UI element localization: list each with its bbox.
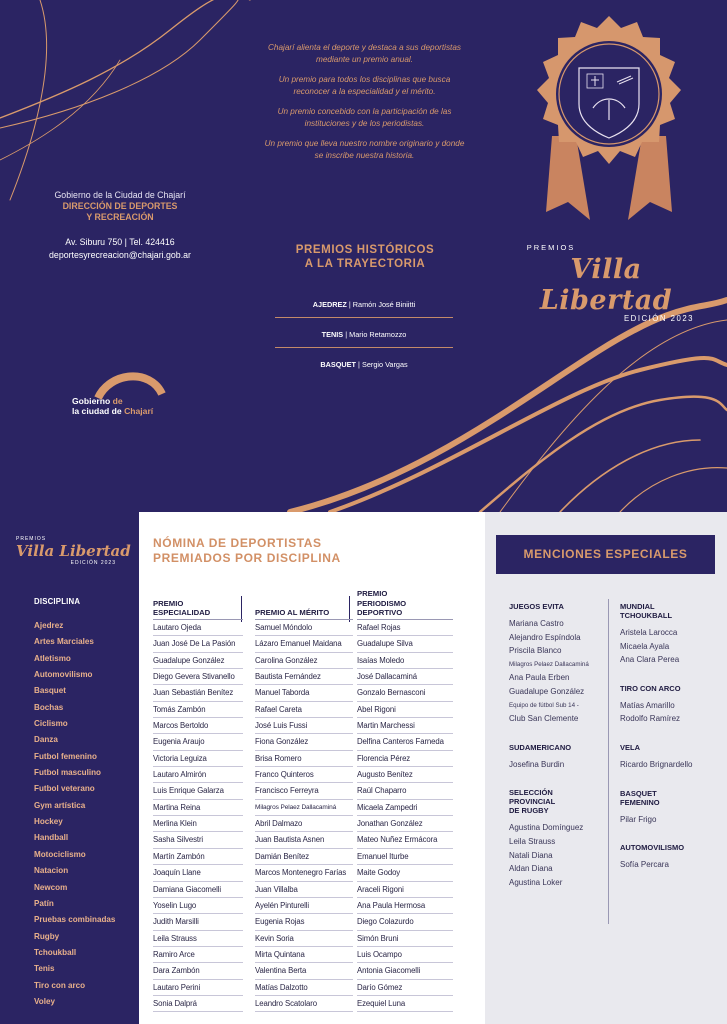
table-cell: Araceli Rigoni	[357, 882, 453, 898]
spacer	[509, 726, 605, 743]
intro-text	[262, 42, 467, 170]
historic-row: BASQUET | Sergio Vargas	[320, 360, 408, 369]
historic-row: TENIS | Mario Retamozzo	[275, 324, 453, 348]
table-cell: Victoria Leguiza	[153, 751, 243, 767]
intro-paragraph: Un premio que lleva nuestro nombre originario y donde se inscribe nuestra historia.	[264, 139, 465, 160]
table-cell: Gonzalo Bernasconi	[357, 685, 453, 701]
discipline-item: Motociclismo	[34, 849, 86, 859]
mention-item: Agustina Domínguez	[509, 823, 584, 833]
table-cell: Mirta Quintana	[255, 947, 353, 963]
discipline-item: Patín	[34, 898, 54, 908]
table-cell: Jonathan González	[357, 816, 453, 832]
chajari-logo-text	[72, 397, 153, 416]
mention-item: Mariana Castro	[509, 619, 564, 628]
column-header-periodismo	[357, 590, 453, 620]
table-cell: Florencia Pérez	[357, 751, 453, 767]
header-line: PREMIO AL MÉRITO	[255, 607, 330, 617]
table-cell: Marcos Bertoldo	[153, 718, 243, 734]
discipline-item: Automovilismo	[34, 670, 93, 680]
mention-item: Aristela Larocca	[620, 628, 678, 637]
logo-word: Gobierno	[72, 396, 111, 406]
mention-item: Priscila Blanco	[509, 646, 562, 656]
spacer	[620, 872, 720, 889]
header-line: ESPECIALIDAD	[153, 607, 211, 617]
table-cell: Juan Villalba	[255, 882, 353, 898]
table-cell: Raúl Chaparro	[357, 783, 453, 799]
mention-group-title	[509, 602, 605, 611]
discipline-item: Tiro con arco	[34, 980, 86, 990]
table-cell: Yoselin Lugo	[153, 898, 243, 914]
table-cell: Milagros Pelaez Dallacaminá	[255, 800, 353, 816]
spacer	[509, 889, 605, 906]
discipline-item: Futbol femenino	[34, 751, 97, 761]
dept-name-line1: DIRECCIÓN DE DEPORTES	[62, 201, 178, 211]
historic-name: Ramón José Biniitti	[352, 300, 416, 309]
spacer	[620, 726, 720, 743]
mention-item: Rodolfo Ramírez	[620, 714, 681, 724]
mention-group-title	[620, 743, 720, 752]
logo-word: la ciudad de	[72, 405, 122, 416]
discipline-item: Rugby	[34, 931, 60, 941]
spacer	[509, 771, 605, 788]
table-cell: Diego Colazurdo	[357, 914, 453, 930]
mention-title-line: FEMENINO	[620, 797, 660, 807]
table-cell: Mateo Nuñez Ermácora	[357, 832, 453, 848]
table-cell: Damiana Giacomelli	[153, 882, 243, 898]
table-cell: Samuel Móndolo	[255, 620, 353, 636]
mentions-right-column	[620, 602, 720, 889]
mention-item: Club San Clemente	[509, 714, 579, 724]
nomina-title-line1: NÓMINA DE DEPORTISTAS	[153, 536, 322, 550]
table-cell: Guadalupe González	[153, 653, 243, 669]
awards-table	[139, 512, 485, 1024]
gov-name: Gobierno de la Ciudad de Chajarí	[54, 190, 186, 200]
mention-group-title	[509, 743, 605, 752]
table-cell: Brisa Romero	[255, 751, 353, 767]
contact-block	[20, 236, 220, 262]
mention-item: Alejandro Espíndola	[509, 632, 581, 642]
discipline-item: Gym artística	[34, 800, 86, 810]
header-line: PREMIO	[357, 589, 388, 599]
table-cell: Judith Marsilli	[153, 914, 243, 930]
mention-item: Ana Paula Erben	[509, 673, 570, 683]
table-cell: Juan Bautista Asnen	[255, 832, 353, 848]
table-cell: Eugenia Rojas	[255, 914, 353, 930]
table-cell: Bautista Fernández	[255, 669, 353, 685]
merito-column	[255, 590, 353, 1012]
special-mentions-panel	[485, 512, 727, 1024]
brand-pre: PREMIOS	[16, 536, 47, 542]
table-cell: Ana Paula Hermosa	[357, 898, 453, 914]
mention-title-line: BASQUET	[620, 788, 657, 798]
discipline-item: Futbol masculino	[34, 768, 101, 778]
discipline-item: Danza	[34, 735, 58, 745]
table-cell: Leila Strauss	[153, 931, 243, 947]
spacer	[620, 667, 720, 684]
brand-edition: EDICIÓN 2023	[70, 560, 116, 566]
table-cell: Guadalupe Silva	[357, 636, 453, 652]
table-cell: Manuel Taborda	[255, 685, 353, 701]
mention-group	[509, 788, 605, 906]
mention-item: Ricardo Brignardello	[620, 759, 693, 769]
table-cell: Francisco Ferreyra	[255, 783, 353, 799]
historic-title-line2: A LA TRAYECTORIA	[304, 258, 426, 270]
mention-group	[620, 743, 720, 789]
mention-title-line: JUEGOS EVITA	[509, 602, 564, 611]
discipline-item: Handball	[34, 833, 69, 843]
table-cell: Augusto Benítez	[357, 767, 453, 783]
logo-word: Chajarí	[124, 405, 154, 416]
mention-title-line: VELA	[620, 742, 641, 752]
discipline-item: Ajedrez	[34, 621, 64, 630]
discipline-item: Ciclismo	[34, 719, 68, 729]
historic-sport: TENIS	[321, 330, 344, 339]
discipline-sidebar	[0, 512, 139, 1024]
table-cell: Lázaro Emanuel Maidana	[255, 636, 353, 652]
spacer	[620, 772, 720, 789]
mention-title-line: MUNDIAL	[620, 602, 655, 611]
table-cell: Rafael Rojas	[357, 620, 453, 636]
mention-group	[509, 602, 605, 743]
table-cell: Martina Reina	[153, 800, 243, 816]
mentions-left-column	[509, 602, 605, 906]
table-cell: Matías Dalzotto	[255, 980, 353, 996]
mention-title-line: SELECCIÓN	[509, 788, 553, 798]
discipline-list	[34, 618, 115, 1010]
discipline-item: Futbol veterano	[34, 784, 95, 794]
column-divider	[608, 599, 609, 924]
table-cell: Sonia Dalprá	[153, 996, 243, 1012]
spacer	[620, 826, 720, 843]
intro-paragraph: Chajarí alienta el deporte y destaca a sus deportistas mediante un premio anual.	[268, 43, 461, 64]
brochure-inside-panel	[0, 512, 727, 1024]
mention-item: Equipo de fútbol Sub 14 -	[509, 701, 579, 709]
mention-title-line: SUDAMERICANO	[509, 742, 572, 752]
table-cell: Sasha Silvestri	[153, 832, 243, 848]
discipline-item: Voley	[34, 996, 55, 1006]
discipline-item: Atletismo	[34, 653, 71, 663]
table-cell: Eugenia Araujo	[153, 734, 243, 750]
brand-title: Villa Libertad	[539, 254, 673, 316]
mention-item: Matías Amarillo	[620, 700, 675, 710]
historic-sport: AJEDREZ	[312, 300, 347, 309]
villa-libertad-brand	[506, 243, 706, 323]
table-cell: José Luis Fussi	[255, 718, 353, 734]
table-cell: Carolina González	[255, 653, 353, 669]
column-header-especialidad	[153, 590, 243, 620]
table-cell: Kevin Soria	[255, 931, 353, 947]
discipline-item: Natacion	[34, 866, 69, 876]
mention-item: Leila Strauss	[509, 836, 556, 846]
discipline-item: Hockey	[34, 817, 63, 827]
table-cell: Lautaro Ojeda	[153, 620, 243, 636]
header-line: PREMIO	[153, 598, 184, 608]
table-cell: Darío Gómez	[357, 980, 453, 996]
villa-libertad-brand-small	[16, 536, 131, 566]
historic-name: Mario Retamozzo	[349, 330, 407, 339]
mention-item: Micaela Ayala	[620, 641, 670, 651]
brand-title: Villa Libertad	[16, 542, 131, 560]
table-cell: Martin Marchessi	[357, 718, 453, 734]
address: Av. Siburu 750 | Tel. 424416	[65, 237, 175, 247]
table-cell: Valentina Berta	[255, 963, 353, 979]
mention-title-line: TCHOUKBALL	[620, 611, 673, 620]
discipline-item: Tenis	[34, 964, 55, 974]
mention-title-line: DE RUGBY	[509, 806, 549, 816]
table-cell: Marcos Montenegro Farías	[255, 865, 353, 881]
discipline-item: Basquet	[34, 686, 66, 696]
award-medal-icon	[520, 16, 698, 220]
table-cell: Damián Benítez	[255, 849, 353, 865]
historic-sport: BASQUET	[320, 360, 357, 369]
nomina-title-line2: PREMIADOS POR DISCIPLINA	[153, 551, 341, 565]
periodismo-column	[357, 590, 453, 1012]
intro-paragraph: Un premio para todos los disciplinas que busca reconocer a la especialidad y el mérito.	[278, 75, 451, 96]
table-cell: Delfina Canteros Farneda	[357, 734, 453, 750]
table-cell: Luis Ocampo	[357, 947, 453, 963]
table-cell: Fiona González	[255, 734, 353, 750]
table-cell: Dara Zambón	[153, 963, 243, 979]
dept-name-line2: Y RECREACIÓN	[86, 212, 154, 222]
table-cell: Lautaro Almirón	[153, 767, 243, 783]
table-cell: Joaquín Llane	[153, 865, 243, 881]
table-cell: José Dallacaminá	[357, 669, 453, 685]
table-cell: Franco Quinteros	[255, 767, 353, 783]
email-link[interactable]: deportesyrecreacion@chajari.gob.ar	[49, 250, 191, 260]
table-cell: Tomás Zambón	[153, 702, 243, 718]
table-cell: Simón Bruni	[357, 931, 453, 947]
table-cell: Ezequiel Luna	[357, 996, 453, 1012]
column-header-merito	[255, 590, 353, 620]
table-cell: Abel Rigoni	[357, 702, 453, 718]
mention-item: Josefina Burdin	[509, 759, 565, 769]
discipline-header: DISCIPLINA	[34, 597, 81, 606]
discipline-item: Newcom	[34, 882, 68, 892]
mention-group-title	[620, 789, 720, 807]
brand-edition: EDICIÓN 2023	[623, 314, 694, 323]
table-cell: Ayelén Pinturelli	[255, 898, 353, 914]
mention-item: Guadalupe González	[509, 686, 585, 696]
table-cell: Isaías Moledo	[357, 653, 453, 669]
mention-title-line: TIRO CON ARCO	[620, 683, 681, 693]
table-cell: Diego Gevera Stivanello	[153, 669, 243, 685]
mention-group	[620, 789, 720, 844]
mention-group	[509, 743, 605, 789]
table-cell: Micaela Zampedri	[357, 800, 453, 816]
logo-word: de	[112, 396, 123, 406]
discipline-item: Artes Marciales	[34, 637, 94, 647]
table-cell: Merlina Klein	[153, 816, 243, 832]
discipline-item: Bochas	[34, 702, 64, 712]
mention-item: Ana Clara Perea	[620, 655, 680, 665]
table-cell: Emanuel Iturbe	[357, 849, 453, 865]
table-cell: Juan Sebastián Benítez	[153, 685, 243, 701]
table-cell: Luis Enrique Galarza	[153, 783, 243, 799]
table-cell: Martín Zambón	[153, 849, 243, 865]
historic-title-line1: PREMIOS HISTÓRICOS	[295, 244, 435, 256]
mention-item: Natali Diana	[509, 850, 553, 860]
historic-row: AJEDREZ | Ramón José Biniitti	[275, 294, 453, 318]
intro-paragraph: Un premio concebido con la participación de las instituciones y de los periodistas.	[277, 107, 452, 128]
table-cell: Leandro Scatolaro	[255, 996, 353, 1012]
table-cell: Rafael Careta	[255, 702, 353, 718]
mention-group-title	[620, 602, 720, 620]
mention-item: Aldan Diana	[509, 864, 553, 874]
mention-item: Pilar Frigo	[620, 814, 657, 824]
nomina-title	[153, 536, 341, 566]
mention-group-title	[620, 684, 720, 693]
mention-item: Sofía Percara	[620, 860, 669, 870]
table-cell: Abril Dalmazo	[255, 816, 353, 832]
organization-block	[20, 190, 220, 223]
table-cell: Antonia Giacomelli	[357, 963, 453, 979]
mention-group-title	[620, 843, 720, 852]
mention-title-line: AUTOMOVILISMO	[620, 843, 685, 853]
mention-group	[620, 602, 720, 684]
header-line: PERIODISMO DEPORTIVO	[357, 598, 407, 617]
brand-pre: PREMIOS	[526, 243, 576, 252]
special-mentions-title: MENCIONES ESPECIALES	[496, 535, 715, 574]
table-cell: Maite Godoy	[357, 865, 453, 881]
historic-name: Sergio Vargas	[361, 360, 408, 369]
mention-group	[620, 843, 720, 889]
table-cell: Lautaro Perini	[153, 980, 243, 996]
table-cell: Ramiro Arce	[153, 947, 243, 963]
mention-group	[620, 684, 720, 743]
mention-title-line: PROVINCIAL	[509, 797, 556, 807]
mention-group-title	[509, 788, 605, 815]
discipline-item: Pruebas combinadas	[34, 915, 116, 925]
especialidad-column	[153, 590, 243, 1012]
discipline-item: Tchoukball	[34, 947, 77, 957]
table-cell: Juan José De La Pasión	[153, 636, 243, 652]
mention-item: Milagros Pelaez Dallacaminá	[509, 660, 589, 668]
mention-item: Agustina Loker	[509, 877, 563, 887]
